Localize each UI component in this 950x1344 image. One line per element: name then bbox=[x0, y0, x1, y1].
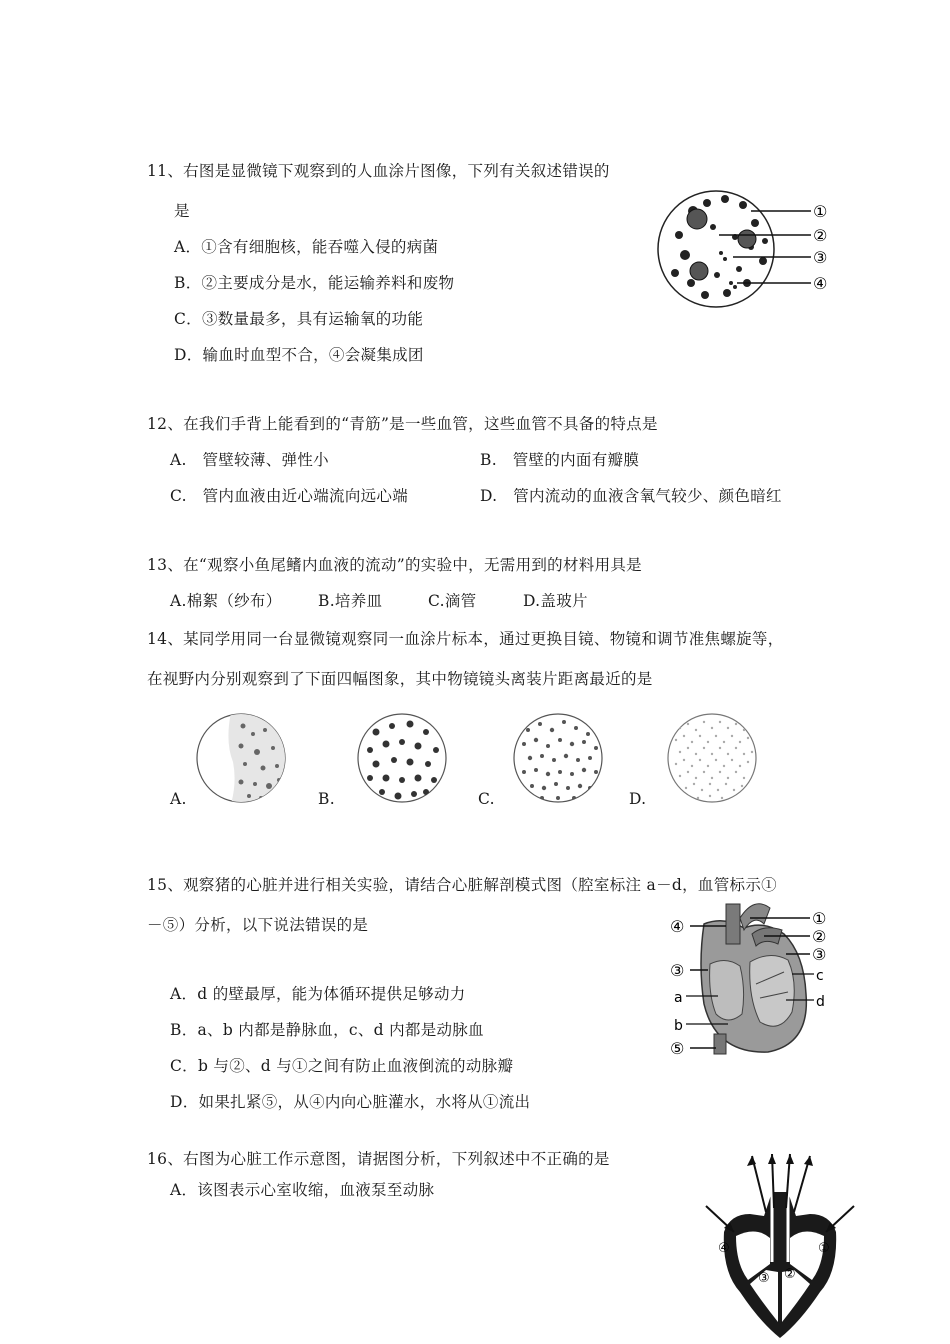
q11-stem: 11、右图是显微镜下观察到的人血涂片图像，下列有关叙述错误的 bbox=[147, 162, 610, 180]
q15-option-b: B．a、b 内都是静脉血，c、d 内都是动脉血 bbox=[170, 1021, 484, 1039]
microscope-view-a bbox=[195, 712, 287, 804]
q13-stem: 13、在“观察小鱼尾鳍内血液的流动”的实验中，无需用到的材料用具是 bbox=[147, 556, 642, 574]
q13-option-d: D.盖玻片 bbox=[523, 592, 588, 610]
heart-work-label-4: ④ bbox=[718, 1241, 730, 1256]
q11-option-d: D．输血时血型不合，④会凝集成团 bbox=[174, 346, 424, 364]
q15-stem-cont: －⑤）分析，以下说法错误的是 bbox=[147, 916, 369, 934]
q14-option-c: C. bbox=[478, 790, 495, 808]
microscope-view-c bbox=[512, 712, 604, 804]
smear-label-2: ② bbox=[813, 226, 828, 245]
q12-stem: 12、在我们手背上能看到的“青筋”是一些血管，这些血管不具备的特点是 bbox=[147, 415, 658, 433]
heart-label-3-right: ③ bbox=[812, 945, 827, 964]
q15-option-a: A．d 的壁最厚，能为体循环提供足够动力 bbox=[170, 985, 466, 1003]
heart-work-label-2: ② bbox=[784, 1267, 796, 1282]
heart-label-3-left: ③ bbox=[670, 961, 685, 980]
q11-option-c: C．③数量最多，具有运输氧的功能 bbox=[174, 310, 424, 328]
q14-option-b: B. bbox=[318, 790, 335, 808]
heart-label-c: c bbox=[816, 968, 824, 984]
q11-stem-cont: 是 bbox=[174, 202, 190, 220]
q12-option-a: A. 管壁较薄、弹性小 bbox=[170, 451, 329, 469]
heart-label-1: ① bbox=[812, 909, 827, 928]
q15-option-d: D．如果扎紧⑤，从④内向心脏灌水，水将从①流出 bbox=[170, 1093, 531, 1111]
heart-work-diagram bbox=[700, 1152, 860, 1340]
q15-stem: 15、观察猪的心脏并进行相关实验，请结合心脏解剖模式图（腔室标注 a－d，血管标示① bbox=[147, 876, 777, 894]
q15-option-c: C．b 与②、d 与①之间有防止血液倒流的动脉瓣 bbox=[170, 1057, 514, 1075]
heart-label-5: ⑤ bbox=[670, 1039, 685, 1058]
q14-option-a: A. bbox=[170, 790, 187, 808]
blood-smear-figure bbox=[655, 183, 845, 315]
q11-option-b: B．②主要成分是水，能运输养料和废物 bbox=[174, 274, 455, 292]
smear-label-4: ④ bbox=[813, 274, 828, 293]
q12-option-c: C. 管内血液由近心端流向远心端 bbox=[170, 487, 409, 505]
q13-option-c: C.滴管 bbox=[428, 592, 477, 610]
q14-stem-cont: 在视野内分别观察到了下面四幅图象，其中物镜镜头离装片距离最近的是 bbox=[147, 670, 653, 688]
heart-label-b: b bbox=[674, 1018, 683, 1034]
q13-option-b: B.培养皿 bbox=[318, 592, 383, 610]
q12-option-b: B. 管壁的内面有瓣膜 bbox=[480, 451, 640, 469]
q16-option-a: A．该图表示心室收缩，血液泵至动脉 bbox=[170, 1181, 435, 1199]
smear-label-3: ③ bbox=[813, 248, 828, 267]
heart-label-4: ④ bbox=[670, 917, 685, 936]
q13-option-a: A.棉絮（纱布） bbox=[170, 592, 282, 610]
microscope-view-d bbox=[666, 712, 758, 804]
q14-option-d: D. bbox=[629, 790, 647, 808]
q16-stem: 16、右图为心脏工作示意图，请据图分析，下列叙述中不正确的是 bbox=[147, 1150, 610, 1168]
heart-label-d: d bbox=[816, 994, 825, 1010]
q12-option-d: D. 管内流动的血液含氧气较少、颜色暗红 bbox=[480, 487, 782, 505]
heart-work-label-1: ① bbox=[818, 1241, 830, 1256]
heart-work-label-3: ③ bbox=[758, 1271, 770, 1286]
q11-option-a: A．①含有细胞核，能吞噬入侵的病菌 bbox=[174, 238, 439, 256]
smear-label-1: ① bbox=[813, 202, 828, 221]
heart-label-a: a bbox=[674, 990, 683, 1006]
q14-stem: 14、某同学用同一台显微镜观察同一血涂片标本，通过更换目镜、物镜和调节准焦螺旋等， bbox=[147, 630, 784, 648]
microscope-view-b bbox=[356, 712, 448, 804]
heart-anatomy-figure bbox=[664, 894, 844, 1064]
heart-label-2: ② bbox=[812, 927, 827, 946]
